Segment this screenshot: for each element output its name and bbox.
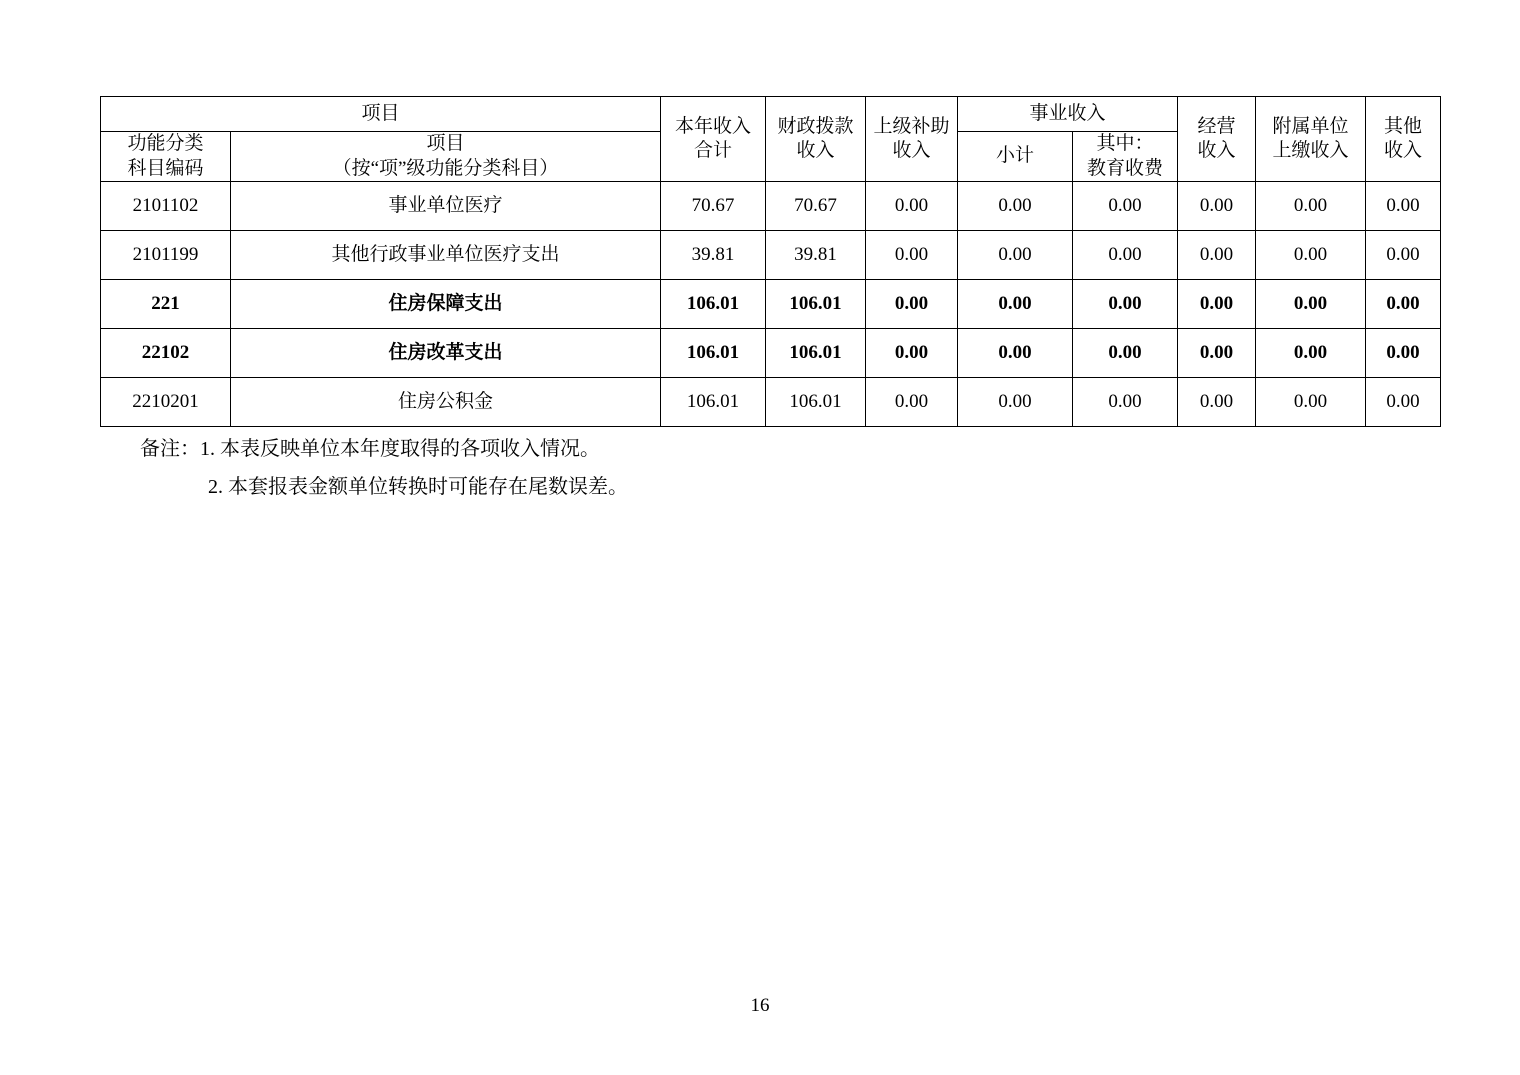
cell-fiscal: 70.67: [766, 182, 866, 231]
income-table-container: [100, 96, 1423, 427]
header-other-line2: 收入: [1384, 140, 1423, 162]
cell-total: 106.01: [661, 280, 766, 329]
cell-subtotal: 0.00: [958, 182, 1073, 231]
header-code-line1: 功能分类: [127, 133, 204, 154]
cell-fiscal: 106.01: [766, 378, 866, 427]
header-fiscal-line2: 收入: [796, 140, 835, 162]
cell-operating: 0.00: [1178, 378, 1256, 427]
cell-of-which: 0.00: [1073, 231, 1178, 280]
header-subtotal: 小计: [958, 132, 1073, 182]
header-project-group: 项目: [101, 97, 661, 132]
cell-code: 22102: [101, 329, 231, 378]
cell-operating: 0.00: [1178, 231, 1256, 280]
header-total: [661, 97, 766, 182]
cell-other: 0.00: [1366, 231, 1441, 280]
table-row: [101, 280, 1441, 329]
cell-name: 住房公积金: [231, 378, 661, 427]
cell-affiliate: 0.00: [1256, 182, 1366, 231]
header-affiliate-line1: 附属单位: [1272, 115, 1349, 137]
header-code-line2: 科目编码: [127, 157, 204, 179]
cell-subtotal: 0.00: [958, 280, 1073, 329]
header-project-line2: （按“项”级功能分类科目）: [332, 157, 559, 179]
header-other: [1366, 97, 1441, 182]
cell-affiliate: 0.00: [1256, 378, 1366, 427]
header-superior: [866, 97, 958, 182]
cell-superior: 0.00: [866, 378, 958, 427]
cell-code: 2101102: [101, 182, 231, 231]
note-item-2: 2. 本套报表金额单位转换时可能存在尾数误差。: [208, 476, 628, 498]
cell-code: 2210201: [101, 378, 231, 427]
cell-subtotal: 0.00: [958, 231, 1073, 280]
header-total-line2: 合计: [694, 140, 733, 162]
cell-total: 70.67: [661, 182, 766, 231]
header-fiscal-line1: 财政拨款: [777, 115, 854, 137]
cell-name: 其他行政事业单位医疗支出: [231, 231, 661, 280]
note-line-1: [140, 430, 628, 468]
header-superior-line2: 收入: [892, 140, 931, 162]
header-code: [101, 132, 231, 182]
note-line-2: [140, 468, 628, 506]
header-operating: [1178, 97, 1256, 182]
cell-other: 0.00: [1366, 280, 1441, 329]
note-item-1: 1. 本表反映单位本年度取得的各项收入情况。: [200, 438, 600, 460]
header-business-group: 事业收入: [958, 97, 1178, 132]
cell-total: 106.01: [661, 329, 766, 378]
cell-operating: 0.00: [1178, 280, 1256, 329]
header-superior-line1: 上级补助: [873, 115, 950, 137]
cell-fiscal: 106.01: [766, 280, 866, 329]
table-row: [101, 378, 1441, 427]
cell-affiliate: 0.00: [1256, 280, 1366, 329]
table-row: [101, 329, 1441, 378]
header-project-line1: 项目: [426, 133, 465, 154]
cell-total: 106.01: [661, 378, 766, 427]
cell-affiliate: 0.00: [1256, 329, 1366, 378]
notes-label: 备注：: [140, 438, 200, 460]
cell-subtotal: 0.00: [958, 329, 1073, 378]
cell-name: 事业单位医疗: [231, 182, 661, 231]
cell-fiscal: 39.81: [766, 231, 866, 280]
header-of-which-line1: 其中：: [1096, 133, 1154, 154]
header-other-line1: 其他: [1384, 115, 1423, 137]
header-of-which: [1073, 132, 1178, 182]
header-project: [231, 132, 661, 182]
cell-of-which: 0.00: [1073, 378, 1178, 427]
table-row: [101, 231, 1441, 280]
cell-affiliate: 0.00: [1256, 231, 1366, 280]
page-number: 16: [750, 995, 770, 1016]
table-row: [101, 182, 1441, 231]
cell-superior: 0.00: [866, 280, 958, 329]
header-affiliate: [1256, 97, 1366, 182]
cell-code: 221: [101, 280, 231, 329]
cell-fiscal: 106.01: [766, 329, 866, 378]
header-row-1: [101, 97, 1441, 132]
table-header: [101, 97, 1441, 182]
header-operating-line2: 收入: [1197, 140, 1236, 162]
cell-superior: 0.00: [866, 231, 958, 280]
cell-of-which: 0.00: [1073, 182, 1178, 231]
header-of-which-line2: 教育收费: [1087, 157, 1164, 179]
cell-other: 0.00: [1366, 329, 1441, 378]
cell-other: 0.00: [1366, 378, 1441, 427]
cell-name: 住房保障支出: [231, 280, 661, 329]
header-operating-line1: 经营: [1197, 115, 1236, 137]
cell-name: 住房改革支出: [231, 329, 661, 378]
cell-other: 0.00: [1366, 182, 1441, 231]
cell-of-which: 0.00: [1073, 280, 1178, 329]
cell-operating: 0.00: [1178, 329, 1256, 378]
header-affiliate-line2: 上缴收入: [1272, 140, 1349, 162]
header-fiscal: [766, 97, 866, 182]
cell-operating: 0.00: [1178, 182, 1256, 231]
cell-of-which: 0.00: [1073, 329, 1178, 378]
income-table: [100, 96, 1441, 427]
header-total-line1: 本年收入: [675, 115, 752, 137]
notes-block: [140, 430, 628, 506]
table-body: [101, 182, 1441, 427]
cell-superior: 0.00: [866, 329, 958, 378]
cell-total: 39.81: [661, 231, 766, 280]
cell-subtotal: 0.00: [958, 378, 1073, 427]
cell-superior: 0.00: [866, 182, 958, 231]
cell-code: 2101199: [101, 231, 231, 280]
